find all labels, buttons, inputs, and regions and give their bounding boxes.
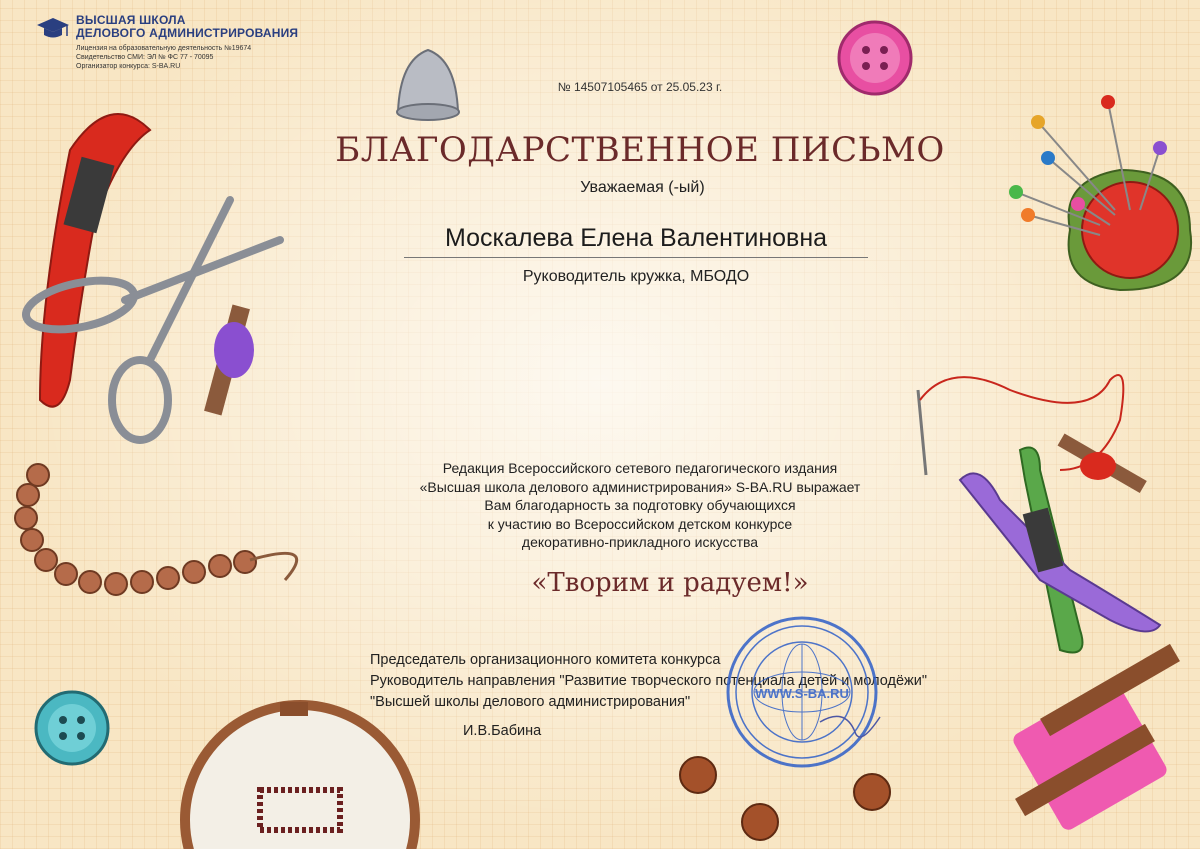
recipient-position: Руководитель кружка, МБОДО — [522, 268, 750, 285]
signature-line: Руководитель направления "Развитие творческого потенциала детей и молодёжи" — [370, 673, 927, 689]
official-stamp — [720, 612, 890, 772]
signer-name: И.В.Бабина — [463, 723, 542, 739]
license-text: Лицензия на образовательную деятельность №19674 — [76, 45, 252, 52]
organizer-text: Организатор конкурса: S-BA.RU — [76, 63, 181, 70]
gratitude-text — [340, 459, 940, 552]
signature-line: "Высшей школы делового администрирования" — [370, 694, 691, 710]
body-line: декоративно-прикладного искусства — [521, 534, 759, 550]
body-line: «Высшая школа делового администрирования» S-BA.RU выражает — [419, 478, 861, 495]
stamp-center-text: WWW.S-BA.RU — [755, 686, 849, 701]
logo-title — [76, 14, 298, 40]
clothespin-icon — [204, 305, 254, 416]
body-line: Вам благодарность за подготовку обучающихся — [484, 497, 796, 513]
greeting: Уважаемая (-ый) — [580, 179, 705, 196]
document-number: № 14507105465 от 25.05.23 г. — [557, 80, 723, 94]
body-line: к участию во Всероссийском детском конкурсе — [487, 515, 793, 532]
logo-line1: ВЫСШАЯ ШКОЛА — [76, 13, 186, 27]
clothespin-right-icon — [1058, 433, 1147, 493]
body-line: Редакция Всероссийского сетевого педагогического издания — [442, 460, 838, 476]
graduation-cap-icon — [36, 16, 70, 42]
embroidery-hoop-icon — [185, 702, 415, 849]
document-title: БЛАГОДАРСТВЕННОЕ ПИСЬМО — [335, 130, 945, 170]
logo-line2: ДЕЛОВОГО АДМИНИСТРИРОВАНИЯ — [76, 26, 299, 40]
spool-icon — [1011, 644, 1180, 833]
logo-info — [76, 44, 251, 71]
signature-line: Председатель организационного комитета конкурса — [370, 652, 721, 668]
beads-icon — [15, 464, 256, 595]
certificate-text: Свидетельство СМИ: ЭЛ № ФС 77 - 70095 — [76, 54, 214, 61]
contest-name: «Творим и радуем!» — [531, 568, 809, 598]
teal-button-icon — [36, 692, 108, 764]
recipient-name: Москалева Елена Валентиновна — [404, 224, 868, 258]
